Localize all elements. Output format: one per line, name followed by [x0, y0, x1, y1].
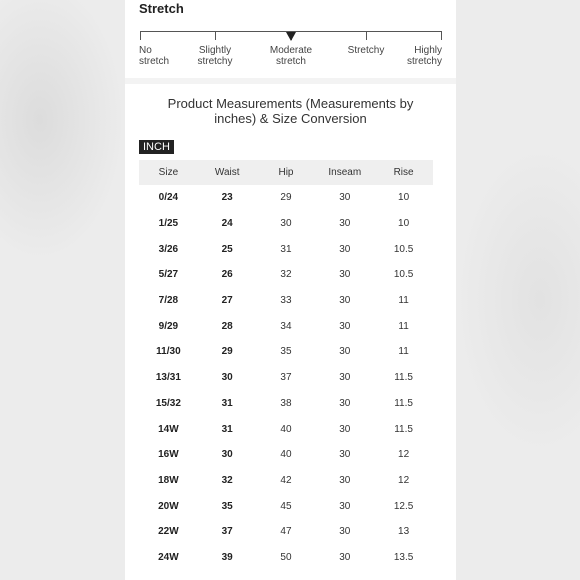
cell-waist: 31 [221, 397, 233, 409]
cell-hip: 33 [280, 295, 292, 307]
stretch-tick [140, 31, 141, 40]
size-table [139, 160, 433, 570]
table-row [139, 416, 433, 442]
stretch-selected-marker [286, 32, 296, 41]
cell-rise: 12.5 [393, 500, 414, 512]
cell-waist: 30 [221, 372, 233, 384]
cell-rise: 11.5 [394, 423, 413, 435]
cell-size: 14W [158, 423, 179, 435]
table-row [139, 288, 433, 314]
cell-hip: 32 [280, 269, 292, 281]
cell-waist: 31 [221, 423, 233, 435]
cell-waist: 25 [221, 243, 233, 255]
cell-inseam: 30 [339, 218, 351, 230]
cell-waist: 27 [221, 295, 233, 307]
cell-waist: 30 [221, 449, 233, 461]
stretch-level-label: Moderate stretch [269, 45, 313, 67]
measurements-title: Product Measurements (Measurements by inches) & Size Conversion [167, 96, 414, 126]
cell-rise: 11 [398, 295, 409, 307]
cell-waist: 26 [221, 269, 233, 281]
cell-hip: 40 [280, 449, 292, 461]
cell-rise: 11.5 [394, 397, 413, 409]
cell-waist: 23 [221, 192, 233, 204]
table-row [139, 493, 433, 519]
table-row [139, 313, 433, 339]
cell-waist: 29 [221, 346, 233, 358]
stretch-tick [366, 31, 367, 40]
stretch-tick [215, 31, 216, 40]
cell-hip: 29 [280, 192, 292, 204]
cell-inseam: 30 [339, 346, 351, 358]
cell-size: 16W [158, 449, 179, 461]
cell-inseam: 30 [339, 526, 351, 538]
product-detail-panel [125, 0, 456, 580]
cell-size: 24W [158, 551, 179, 563]
cell-inseam: 30 [339, 243, 351, 255]
table-row [139, 545, 433, 571]
header-hip: Hip [257, 160, 316, 185]
cell-hip: 38 [280, 397, 292, 409]
cell-size: 13/31 [155, 372, 181, 384]
cell-hip: 47 [280, 526, 292, 538]
cell-rise: 10.5 [393, 269, 414, 281]
table-row [139, 468, 433, 494]
header-size: Size [139, 160, 198, 185]
cell-size: 9/29 [158, 320, 179, 332]
cell-inseam: 30 [339, 192, 351, 204]
cell-hip: 35 [280, 346, 292, 358]
cell-hip: 42 [280, 474, 292, 486]
cell-hip: 34 [280, 320, 292, 332]
cell-inseam: 30 [339, 397, 351, 409]
cell-inseam: 30 [339, 269, 351, 281]
table-row [139, 185, 433, 211]
cell-waist: 35 [221, 500, 233, 512]
cell-size: 3/26 [158, 243, 179, 255]
cell-inseam: 30 [339, 500, 351, 512]
table-header-row [139, 160, 433, 185]
cell-size: 11/30 [156, 346, 181, 358]
cell-size: 20W [158, 500, 179, 512]
header-rise: Rise [374, 160, 433, 185]
cell-hip: 50 [280, 551, 292, 563]
table-row [139, 211, 433, 237]
cell-size: 15/32 [155, 397, 181, 409]
header-inseam: Inseam [315, 160, 374, 185]
cell-waist: 37 [221, 526, 233, 538]
cell-rise: 10 [398, 192, 410, 204]
cell-rise: 12 [398, 449, 410, 461]
header-waist: Waist [198, 160, 257, 185]
cell-rise: 10.5 [393, 243, 414, 255]
cell-inseam: 30 [339, 372, 351, 384]
cell-rise: 11.5 [394, 372, 413, 384]
cell-hip: 37 [280, 372, 292, 384]
cell-hip: 40 [280, 423, 292, 435]
stretch-tick [441, 31, 442, 40]
cell-rise: 13 [398, 526, 410, 538]
cell-inseam: 30 [339, 449, 351, 461]
table-row [139, 365, 433, 391]
cell-rise: 12 [398, 474, 410, 486]
cell-waist: 32 [221, 474, 233, 486]
cell-size: 5/27 [158, 269, 179, 281]
cell-size: 7/28 [158, 295, 179, 307]
stretch-title: Stretch [139, 1, 184, 16]
cell-inseam: 30 [339, 551, 351, 563]
cell-waist: 28 [221, 320, 233, 332]
table-row [139, 236, 433, 262]
cell-size: 0/24 [158, 192, 179, 204]
cell-rise: 11 [398, 320, 409, 332]
table-row [139, 442, 433, 468]
table-row [139, 339, 433, 365]
cell-inseam: 30 [339, 423, 351, 435]
cell-inseam: 30 [339, 295, 351, 307]
cell-rise: 11 [398, 346, 409, 358]
cell-waist: 24 [221, 218, 233, 230]
stretch-level-label: Stretchy [347, 45, 385, 56]
cell-size: 18W [158, 474, 179, 486]
cell-waist: 39 [221, 551, 233, 563]
cell-inseam: 30 [339, 320, 351, 332]
cell-inseam: 30 [339, 474, 351, 486]
stretch-level-label: No stretch [139, 45, 170, 67]
table-row [139, 519, 433, 545]
stretch-level-label: Slightly stretchy [197, 45, 233, 67]
cell-rise: 13.5 [393, 551, 414, 563]
stretch-level-label: Highly stretchy [406, 45, 442, 67]
cell-hip: 30 [280, 218, 292, 230]
cell-hip: 45 [280, 500, 292, 512]
table-row [139, 262, 433, 288]
stretch-section [125, 0, 456, 84]
cell-rise: 10 [398, 218, 410, 230]
unit-badge: INCH [139, 140, 174, 154]
table-row [139, 391, 433, 417]
cell-size: 1/25 [158, 218, 179, 230]
cell-hip: 31 [280, 243, 292, 255]
cell-size: 22W [158, 526, 179, 538]
